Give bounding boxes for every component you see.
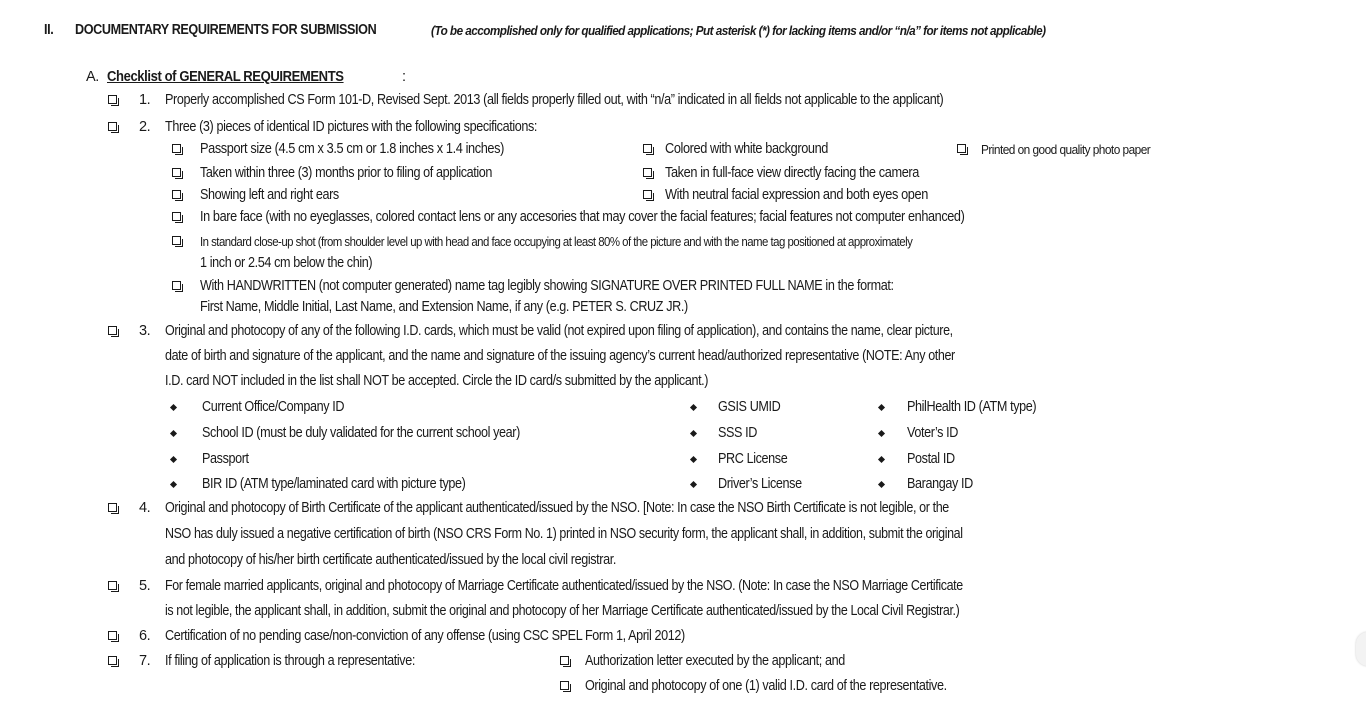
spec-printed-checkbox[interactable] [957,144,966,153]
item-7-option1-checkbox[interactable] [560,656,569,665]
bullet-icon [690,481,697,488]
section-roman: II. [44,22,54,38]
id-school: School ID (must be duly validated for the current school year) [202,425,520,441]
item-3-checkbox[interactable] [108,326,117,335]
spec-bare-face: In bare face (with no eyeglasses, colored contact lens or any accesories that may cover the facial features; facial features not computer enhanced) [200,209,965,225]
item-3-line3: I.D. card NOT included in the list shall NOT be accepted. Circle the ID card/s submitted by the applicant.) [165,373,709,389]
spec-ears-checkbox[interactable] [172,190,181,199]
bullet-icon [170,430,177,437]
item-1-number: 1. [139,92,151,108]
bullet-icon [690,404,697,411]
id-philhealth: PhilHealth ID (ATM type) [907,399,1037,415]
id-bir: BIR ID (ATM type/laminated card with picture type) [202,476,466,492]
item-7-checkbox[interactable] [108,656,117,665]
spec-taken-within-checkbox[interactable] [172,168,181,177]
item-7-option2-checkbox[interactable] [560,681,569,690]
item-3-line2: date of birth and signature of the applicant, and the name and signature of the issuing agency’s current head/authorized representative (NOTE: Any other [165,348,955,364]
item-6-checkbox[interactable] [108,631,117,640]
item-6-number: 6. [139,628,151,644]
item-5-checkbox[interactable] [108,581,117,590]
checklist-colon: : [402,69,406,85]
spec-passport-size: Passport size (4.5 cm x 3.5 cm or 1.8 inches x 1.4 inches) [200,141,504,157]
id-office: Current Office/Company ID [202,399,345,415]
id-passport: Passport [202,451,249,467]
page-edge-tab [1356,632,1366,666]
bullet-icon [690,430,697,437]
item-4-checkbox[interactable] [108,503,117,512]
item-6-text: Certification of no pending case/non-conviction of any offense (using CSC SPEL Form 1, April 2012) [165,628,685,644]
spec-nametag-line1: With HANDWRITTEN (not computer generated) name tag legibly showing SIGNATURE OVER PRINTED FULL NAME in the format: [200,278,894,294]
item-1-checkbox[interactable] [108,95,117,104]
bullet-icon [170,481,177,488]
item-3-number: 3. [139,323,151,339]
item-5-number: 5. [139,578,151,594]
item-5-line1: For female married applicants, original and photocopy of Marriage Certificate authenticated/issued by the NSO. (Note: In case the NSO Marriage Certificate [165,578,963,594]
id-prc: PRC License [718,451,788,467]
item-7-text: If filing of application is through a representative: [165,653,415,669]
spec-neutral-checkbox[interactable] [643,190,652,199]
section-note: (To be accomplished only for qualified applications; Put asterisk (*) for lacking items and/or “n/a” for items not applicable) [431,23,1046,38]
item-7-option2: Original and photocopy of one (1) valid I.D. card of the representative. [585,678,947,694]
spec-passport-size-checkbox[interactable] [172,144,181,153]
spec-closeup-line1: In standard close-up shot (from shoulder level up with head and face occupying at least 80% of the picture and with the name tag positioned at approximately [200,234,913,249]
checklist-letter: A. [86,69,99,85]
bullet-icon [170,404,177,411]
id-barangay: Barangay ID [907,476,973,492]
item-2-checkbox[interactable] [108,122,117,131]
checklist-title: Checklist of GENERAL REQUIREMENTS [107,69,344,85]
spec-bare-face-checkbox[interactable] [172,212,181,221]
bullet-icon [878,456,885,463]
item-5-line2: is not legible, the applicant shall, in addition, submit the original and photocopy of her Marriage Certificate authenticated/issued by the Local Civil Registrar.) [165,603,960,619]
spec-colored: Colored with white background [665,141,829,157]
bullet-icon [170,456,177,463]
item-4-line2: NSO has duly issued a negative certification of birth (NSO CRS Form No. 1) printed in NSO security form, the applicant shall, in addition, submit the original [165,526,963,542]
id-postal: Postal ID [907,451,955,467]
spec-full-face: Taken in full-face view directly facing the camera [665,165,919,181]
bullet-icon [878,430,885,437]
item-1-text: Properly accomplished CS Form 101-D, Revised Sept. 2013 (all fields properly filled out, with “n/a” indicated in all fields not applicable to the applicant) [165,92,944,108]
item-2-text: Three (3) pieces of identical ID pictures with the following specifications: [165,119,538,135]
spec-taken-within: Taken within three (3) months prior to filing of application [200,165,493,181]
item-7-number: 7. [139,653,151,669]
bullet-icon [878,481,885,488]
id-gsis: GSIS UMID [718,399,781,415]
spec-colored-checkbox[interactable] [643,144,652,153]
spec-printed: Printed on good quality photo paper [981,142,1151,157]
id-voter: Voter’s ID [907,425,959,441]
bullet-icon [690,456,697,463]
bullet-icon [878,404,885,411]
item-3-line1: Original and photocopy of any of the following I.D. cards, which must be valid (not expired upon filing of application), and contains the name, clear picture, [165,323,953,339]
spec-full-face-checkbox[interactable] [643,168,652,177]
id-drivers: Driver’s License [718,476,802,492]
spec-ears: Showing left and right ears [200,187,339,203]
spec-closeup-line2: 1 inch or 2.54 cm below the chin) [200,255,373,271]
spec-nametag-checkbox[interactable] [172,281,181,290]
item-4-line3: and photocopy of his/her birth certificate authenticated/issued by the local civil registrar. [165,552,616,568]
item-7-option1: Authorization letter executed by the applicant; and [585,653,845,669]
spec-neutral: With neutral facial expression and both eyes open [665,187,928,203]
item-4-line1: Original and photocopy of Birth Certificate of the applicant authenticated/issued by the NSO. [Note: In case the NSO Birth Certificate is not legible, or the [165,500,949,516]
item-2-number: 2. [139,119,151,135]
item-4-number: 4. [139,500,151,516]
spec-closeup-checkbox[interactable] [172,236,181,245]
section-title: DOCUMENTARY REQUIREMENTS FOR SUBMISSION [75,22,377,38]
spec-nametag-line2: First Name, Middle Initial, Last Name, and Extension Name, if any (e.g. PETER S. CRUZ JR.) [200,299,688,315]
id-sss: SSS ID [718,425,758,441]
